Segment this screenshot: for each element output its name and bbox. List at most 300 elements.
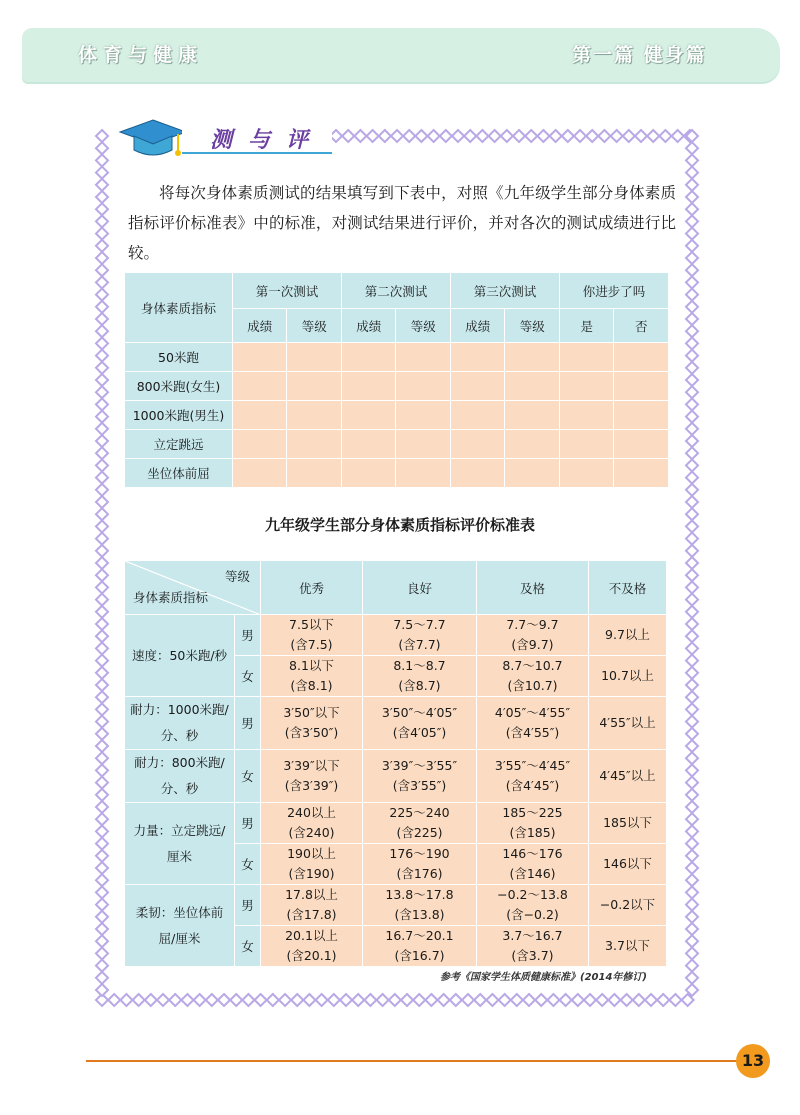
row-label: 立定跳远 — [125, 430, 233, 459]
border-diamond — [657, 994, 669, 1006]
border-diamond — [686, 972, 698, 984]
level-value-cell — [261, 656, 363, 697]
inclusive-text: (含3′39″) — [284, 778, 339, 793]
border-diamond — [96, 862, 108, 874]
inclusive-text: (含185) — [509, 825, 556, 840]
border-diamond — [686, 581, 698, 593]
border-diamond — [96, 850, 108, 862]
inclusive-text: (含4′55″) — [505, 725, 560, 740]
sub-header: 等级 — [396, 309, 451, 343]
table-row — [125, 803, 667, 844]
border-diamond — [108, 994, 120, 1006]
range-text: 7.5以下 — [289, 617, 334, 632]
grade-cell[interactable] — [287, 372, 342, 401]
border-diamond — [686, 240, 698, 252]
sub-header: 成绩 — [450, 309, 504, 343]
inclusive-text: (含7.5) — [290, 637, 333, 652]
indicator-header: 身体素质指标 — [125, 273, 233, 343]
border-diamond — [440, 130, 452, 142]
score-cell[interactable] — [233, 459, 287, 488]
indicator-label: 耐力：800米跑/分、秒 — [125, 750, 235, 803]
border-diamond — [598, 130, 610, 142]
border-diamond — [686, 740, 698, 752]
border-diamond — [686, 289, 698, 301]
yes-cell[interactable] — [559, 343, 613, 372]
border-diamond — [218, 994, 230, 1006]
range-text: 190以上 — [287, 846, 336, 861]
range-text: 3′39″～3′55″ — [381, 758, 458, 773]
sub-header: 成绩 — [341, 309, 395, 343]
grade-cell[interactable] — [505, 343, 560, 372]
border-diamond — [194, 994, 206, 1006]
border-diamond — [96, 935, 108, 947]
indicator-label: 耐力：1000米跑/分、秒 — [125, 697, 235, 750]
border-diamond — [96, 203, 108, 215]
border-diamond — [96, 362, 108, 374]
sub-header: 否 — [614, 309, 669, 343]
border-diamond — [96, 228, 108, 240]
grade-cell[interactable] — [396, 430, 451, 459]
border-diamond — [96, 325, 108, 337]
level-value-cell — [363, 615, 477, 656]
yes-cell[interactable] — [559, 372, 613, 401]
score-cell[interactable] — [450, 459, 504, 488]
border-diamond — [96, 484, 108, 496]
border-diamond — [342, 130, 354, 142]
level-value-cell — [363, 844, 477, 885]
inclusive-text: (含4′45″) — [505, 778, 560, 793]
border-diamond — [686, 716, 698, 728]
no-cell[interactable] — [614, 401, 669, 430]
section-title: 测与评 — [210, 128, 325, 153]
border-diamond — [96, 899, 108, 911]
border-diamond — [96, 313, 108, 325]
row-label: 800米跑(女生) — [125, 372, 233, 401]
level-value-cell — [363, 750, 477, 803]
border-diamond — [181, 994, 193, 1006]
range-text: 17.8以上 — [285, 887, 338, 902]
sex-label: 男 — [235, 803, 261, 844]
border-diamond — [389, 994, 401, 1006]
border-diamond — [686, 191, 698, 203]
border-diamond — [96, 386, 108, 398]
range-text: 20.1以上 — [285, 928, 338, 943]
inclusive-text: (含9.7) — [511, 637, 554, 652]
border-diamond — [96, 703, 108, 715]
level-header: 不及格 — [589, 561, 667, 615]
border-diamond — [340, 994, 352, 1006]
indicator-label: 柔韧：坐位体前屈/厘米 — [125, 885, 235, 967]
footer-line — [86, 1060, 738, 1062]
border-diamond — [686, 435, 698, 447]
border-diamond — [96, 142, 108, 154]
border-diamond — [96, 191, 108, 203]
border-diamond — [328, 994, 340, 1006]
yes-cell[interactable] — [559, 430, 613, 459]
border-diamond — [96, 984, 108, 996]
border-diamond — [291, 994, 303, 1006]
row-label: 50米跑 — [125, 343, 233, 372]
border-diamond — [686, 899, 698, 911]
fail-value-cell: 185以下 — [589, 803, 667, 844]
score-cell[interactable] — [233, 343, 287, 372]
border-diamond — [96, 630, 108, 642]
border-diamond — [501, 130, 513, 142]
range-text: 3′50″以下 — [283, 705, 340, 720]
grade-cell[interactable] — [287, 430, 342, 459]
border-diamond — [367, 130, 379, 142]
level-value-cell — [477, 926, 589, 967]
border-diamond — [96, 972, 108, 984]
row-label: 坐位体前屈 — [125, 459, 233, 488]
border-diamond — [206, 994, 218, 1006]
inclusive-text: (含3′55″) — [392, 778, 447, 793]
border-diamond — [686, 691, 698, 703]
sub-header: 成绩 — [233, 309, 287, 343]
border-diamond — [364, 994, 376, 1006]
border-diamond — [279, 994, 291, 1006]
no-cell[interactable] — [614, 430, 669, 459]
inclusive-text: (含10.7) — [507, 678, 558, 693]
table-row — [125, 401, 669, 430]
grade-cell[interactable] — [505, 401, 560, 430]
border-diamond — [686, 642, 698, 654]
border-diamond — [425, 994, 437, 1006]
range-text: 8.1以下 — [289, 658, 334, 673]
grade-cell[interactable] — [505, 430, 560, 459]
border-diamond — [96, 252, 108, 264]
border-diamond — [686, 447, 698, 459]
table-row — [125, 459, 669, 488]
border-diamond — [486, 994, 498, 1006]
border-diamond — [686, 325, 698, 337]
level-value-cell — [363, 926, 477, 967]
border-diamond — [686, 228, 698, 240]
level-value-cell — [477, 803, 589, 844]
border-diamond — [96, 764, 108, 776]
border-diamond — [96, 435, 108, 447]
border-diamond — [96, 801, 108, 813]
level-value-cell — [261, 750, 363, 803]
border-diamond — [560, 994, 572, 1006]
range-text: 16.7～20.1 — [385, 928, 454, 943]
border-diamond — [96, 167, 108, 179]
border-diamond — [686, 777, 698, 789]
no-cell[interactable] — [614, 459, 669, 488]
border-diamond — [686, 752, 698, 764]
level-value-cell — [261, 844, 363, 885]
inclusive-text: (含13.8) — [394, 907, 445, 922]
score-cell[interactable] — [233, 430, 287, 459]
inclusive-text: (含8.7) — [398, 678, 441, 693]
border-diamond — [537, 130, 549, 142]
border-diamond — [96, 679, 108, 691]
fail-value-cell: 9.7以上 — [589, 615, 667, 656]
level-value-cell — [363, 885, 477, 926]
border-diamond — [550, 130, 562, 142]
border-diamond — [157, 994, 169, 1006]
border-diamond — [686, 850, 698, 862]
border-diamond — [686, 496, 698, 508]
range-text: 176～190 — [389, 846, 450, 861]
border-diamond — [686, 142, 698, 154]
border-diamond — [169, 994, 181, 1006]
border-diamond — [96, 642, 108, 654]
border-diamond — [96, 276, 108, 288]
grade-cell[interactable] — [396, 401, 451, 430]
inclusive-text: (含146) — [509, 866, 556, 881]
border-diamond — [96, 874, 108, 886]
inclusive-text: (含20.1) — [286, 948, 337, 963]
level-value-cell — [363, 656, 477, 697]
border-diamond — [686, 215, 698, 227]
record-table — [124, 272, 669, 488]
sex-label: 男 — [235, 697, 261, 750]
border-diamond — [562, 130, 574, 142]
border-diamond — [242, 994, 254, 1006]
border-diamond — [686, 594, 698, 606]
border-diamond — [96, 154, 108, 166]
fail-value-cell: 4′45″以上 — [589, 750, 667, 803]
border-diamond — [377, 994, 389, 1006]
score-cell[interactable] — [341, 401, 395, 430]
fail-value-cell: 3.7以下 — [589, 926, 667, 967]
border-diamond — [686, 728, 698, 740]
inclusive-text: (含3′50″) — [284, 725, 339, 740]
fail-value-cell: −0.2以下 — [589, 885, 667, 926]
border-diamond — [686, 947, 698, 959]
border-diamond — [379, 130, 391, 142]
level-value-cell — [477, 844, 589, 885]
border-diamond — [686, 679, 698, 691]
border-diamond — [686, 886, 698, 898]
border-diamond — [686, 630, 698, 642]
border-diamond — [96, 728, 108, 740]
score-cell[interactable] — [341, 459, 395, 488]
fail-value-cell: 10.7以上 — [589, 656, 667, 697]
border-diamond — [686, 301, 698, 313]
score-cell[interactable] — [341, 343, 395, 372]
border-diamond — [608, 994, 620, 1006]
grade-cell[interactable] — [505, 372, 560, 401]
inclusive-text: (含3.7) — [511, 948, 554, 963]
header-section-title: 第一篇 健身篇 — [572, 44, 707, 66]
border-diamond — [686, 813, 698, 825]
range-text: 8.7～10.7 — [502, 658, 563, 673]
range-text: 4′05″～4′55″ — [494, 705, 571, 720]
table-row — [125, 750, 667, 803]
border-diamond — [120, 994, 132, 1006]
grade-cell[interactable] — [396, 459, 451, 488]
score-cell[interactable] — [450, 372, 504, 401]
border-diamond — [686, 667, 698, 679]
sub-header: 是 — [559, 309, 613, 343]
level-value-cell — [261, 697, 363, 750]
level-value-cell — [477, 885, 589, 926]
intro-paragraph: 将每次身体素质测试的结果填写到下表中，对照《九年级学生部分身体素质指标评价标准表》中的标准，对测试结果进行评价，并对各次的测试成绩进行比较。 — [128, 184, 676, 262]
standard-table — [124, 560, 667, 967]
border-diamond — [303, 994, 315, 1006]
border-diamond — [659, 130, 671, 142]
border-diamond — [672, 130, 684, 142]
border-diamond — [96, 569, 108, 581]
border-diamond — [255, 994, 267, 1006]
border-diamond — [686, 264, 698, 276]
border-diamond — [686, 276, 698, 288]
border-diamond — [96, 459, 108, 471]
score-cell[interactable] — [233, 401, 287, 430]
border-diamond — [96, 581, 108, 593]
fail-value-cell: 146以下 — [589, 844, 667, 885]
sub-header: 等级 — [505, 309, 560, 343]
border-diamond — [96, 911, 108, 923]
border-diamond — [96, 789, 108, 801]
border-diamond — [391, 130, 403, 142]
fail-value-cell: 4′55″以上 — [589, 697, 667, 750]
group-header: 第三次测试 — [450, 273, 559, 309]
sex-label: 女 — [235, 926, 261, 967]
level-header: 优秀 — [261, 561, 363, 615]
row-label: 1000米跑(男生) — [125, 401, 233, 430]
range-text: 13.8～17.8 — [385, 887, 454, 902]
range-text: 240以上 — [287, 805, 336, 820]
border-diamond — [513, 130, 525, 142]
border-diamond — [686, 789, 698, 801]
border-diamond — [145, 994, 157, 1006]
inclusive-text: (含8.1) — [290, 678, 333, 693]
inclusive-text: (含16.7) — [394, 948, 445, 963]
sex-label: 男 — [235, 615, 261, 656]
border-diamond — [464, 130, 476, 142]
border-diamond — [686, 874, 698, 886]
border-diamond — [686, 960, 698, 972]
border-diamond — [572, 994, 584, 1006]
border-diamond — [686, 764, 698, 776]
table-row — [125, 697, 667, 750]
border-diamond — [450, 994, 462, 1006]
border-diamond — [133, 994, 145, 1006]
diagonal-header-cell — [125, 561, 261, 615]
border-diamond — [686, 838, 698, 850]
border-diamond — [96, 301, 108, 313]
border-diamond — [686, 655, 698, 667]
border-diamond — [96, 496, 108, 508]
border-diamond — [96, 716, 108, 728]
diag-bottom-label: 身体素质指标 — [133, 590, 209, 605]
level-value-cell — [261, 885, 363, 926]
sex-label: 男 — [235, 885, 261, 926]
grade-cell[interactable] — [396, 343, 451, 372]
no-cell[interactable] — [614, 372, 669, 401]
grade-cell[interactable] — [505, 459, 560, 488]
border-diamond — [96, 813, 108, 825]
border-diamond — [635, 130, 647, 142]
border-diamond — [686, 386, 698, 398]
yes-cell[interactable] — [559, 459, 613, 488]
border-diamond — [96, 752, 108, 764]
border-diamond — [686, 374, 698, 386]
border-diamond — [686, 923, 698, 935]
border-diamond — [96, 423, 108, 435]
inclusive-text: (含176) — [396, 866, 443, 881]
border-diamond — [686, 862, 698, 874]
level-value-cell — [261, 926, 363, 967]
border-diamond — [586, 130, 598, 142]
border-diamond — [354, 130, 366, 142]
border-diamond — [96, 667, 108, 679]
grade-cell[interactable] — [396, 372, 451, 401]
range-text: 3′39″以下 — [283, 758, 340, 773]
level-value-cell — [477, 750, 589, 803]
indicator-label: 力量：立定跳远/厘米 — [125, 803, 235, 885]
inclusive-text: (含7.7) — [398, 637, 441, 652]
inclusive-text: (含17.8) — [286, 907, 337, 922]
range-text: 146～176 — [502, 846, 563, 861]
border-diamond — [96, 557, 108, 569]
border-diamond — [584, 994, 596, 1006]
border-diamond — [267, 994, 279, 1006]
border-diamond — [686, 252, 698, 264]
score-cell[interactable] — [341, 430, 395, 459]
border-diamond — [686, 545, 698, 557]
border-diamond — [96, 923, 108, 935]
score-cell[interactable] — [233, 372, 287, 401]
border-diamond — [438, 994, 450, 1006]
grade-cell[interactable] — [287, 343, 342, 372]
inclusive-text: (含4′05″) — [392, 725, 447, 740]
border-diamond — [474, 994, 486, 1006]
table-row — [125, 372, 669, 401]
range-text: −0.2～13.8 — [497, 887, 568, 902]
score-cell[interactable] — [450, 401, 504, 430]
border-diamond — [415, 130, 427, 142]
score-cell[interactable] — [450, 430, 504, 459]
yes-cell[interactable] — [559, 401, 613, 430]
border-diamond — [96, 337, 108, 349]
score-cell[interactable] — [341, 372, 395, 401]
border-diamond — [596, 994, 608, 1006]
table-row — [125, 615, 667, 656]
border-diamond — [686, 801, 698, 813]
inclusive-text: (含190) — [288, 866, 335, 881]
no-cell[interactable] — [614, 343, 669, 372]
border-diamond — [686, 362, 698, 374]
border-diamond — [669, 994, 681, 1006]
border-diamond — [499, 994, 511, 1006]
border-diamond — [230, 994, 242, 1006]
inclusive-text: (含−0.2) — [506, 907, 559, 922]
border-diamond — [452, 130, 464, 142]
sex-label: 女 — [235, 844, 261, 885]
border-diamond — [686, 154, 698, 166]
page-number: 13 — [736, 1044, 770, 1078]
border-diamond — [633, 994, 645, 1006]
score-cell[interactable] — [450, 343, 504, 372]
border-diamond — [96, 886, 108, 898]
border-diamond — [96, 472, 108, 484]
range-text: 3′50″～4′05″ — [381, 705, 458, 720]
inclusive-text: (含240) — [288, 825, 335, 840]
sub-header: 等级 — [287, 309, 342, 343]
border-diamond — [462, 994, 474, 1006]
grade-cell[interactable] — [287, 459, 342, 488]
level-value-cell — [261, 615, 363, 656]
grade-cell[interactable] — [287, 401, 342, 430]
border-diamond — [96, 960, 108, 972]
border-diamond — [511, 994, 523, 1006]
border-diamond — [401, 994, 413, 1006]
level-value-cell — [261, 803, 363, 844]
